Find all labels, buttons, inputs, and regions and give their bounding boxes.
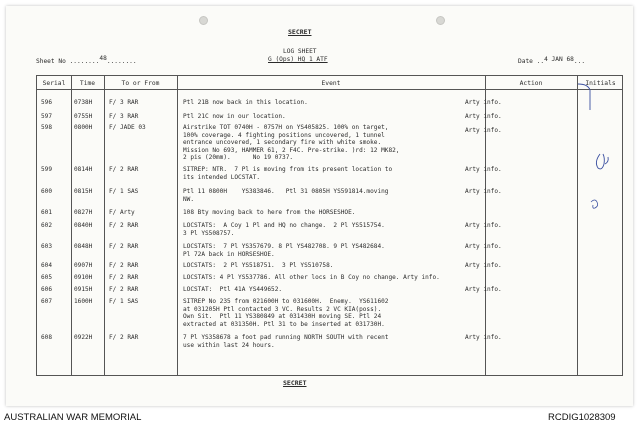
row-serial: 603 bbox=[41, 243, 53, 250]
row-action: Arty info. bbox=[465, 286, 502, 293]
row-event-line: Ptl 11 0800H YS383846. Ptl 31 0805H YS591814.moving bbox=[183, 188, 389, 195]
row-event-line: at 031205H Ptl contacted 3 VC. Results 2 VC KIA(poss). bbox=[183, 305, 382, 313]
row-serial: 604 bbox=[41, 262, 53, 269]
log-sheet-paper bbox=[6, 6, 633, 406]
row-action: Arty info. bbox=[465, 243, 502, 250]
row-time: 0800H bbox=[74, 124, 93, 131]
row-event-line: Own Sit. Ptl 11 YS380849 at 031430H moving SE. Ptl 24 bbox=[183, 313, 382, 321]
log-title: LOG SHEET bbox=[283, 48, 317, 55]
row-event-line: NW. bbox=[183, 195, 195, 203]
col-initials-header: Initials bbox=[585, 80, 616, 87]
secret-heading-bottom: SECRET bbox=[283, 379, 307, 387]
row-action: Arty info. bbox=[465, 334, 502, 341]
col-tofrom-header: To or From bbox=[121, 80, 160, 87]
log-unit: G (Ops) HQ 1 ATF bbox=[268, 56, 328, 63]
row-time: 0915H bbox=[74, 286, 93, 293]
row-event-line: Ptl 21B now back in this location. bbox=[183, 99, 308, 106]
col-time-header: Time bbox=[79, 80, 96, 87]
col-action-header: Action bbox=[519, 80, 543, 87]
row-to-from: F/ 2 RAR bbox=[109, 334, 139, 341]
row-serial: 600 bbox=[41, 188, 53, 195]
sheet-label: Sheet No bbox=[36, 58, 66, 65]
row-time: 1600H bbox=[74, 298, 93, 305]
row-action: Arty info. bbox=[465, 127, 502, 134]
row-event-line: 108 Bty moving back to here from the HORSESHOE. bbox=[183, 209, 356, 216]
row-event-line: Airstrike TOT 0740H - 0757H on YS405825. 100% on target, bbox=[183, 124, 389, 131]
row-to-from: F/ 2 RAR bbox=[109, 262, 139, 269]
row-event-line: Pl 72A back in HORSESHOE. bbox=[183, 250, 275, 258]
row-serial: 601 bbox=[41, 209, 53, 216]
row-to-from: F/ 3 RAR bbox=[109, 99, 139, 106]
row-event-line: 100% coverage. 4 fighting positions uncovered, 1 tunnel bbox=[183, 131, 385, 139]
row-to-from: F/ 2 RAR bbox=[109, 243, 139, 250]
sheet-number: Sheet No ........48........ bbox=[36, 55, 137, 65]
date-label: Date bbox=[518, 58, 533, 65]
row-time: 0840H bbox=[74, 222, 93, 229]
row-event-line: its intended LOCSTAT. bbox=[183, 173, 261, 181]
row-time: 0815H bbox=[74, 188, 93, 195]
row-serial: 597 bbox=[41, 113, 53, 120]
handwritten-initials bbox=[6, 6, 633, 406]
row-serial: 605 bbox=[41, 274, 53, 281]
row-event-line: 3 Pl YS508757. bbox=[183, 229, 235, 237]
row-to-from: F/ 1 SAS bbox=[109, 188, 139, 195]
col-event-header: Event bbox=[321, 80, 341, 87]
row-event-line: LOCSTATS: 7 Pl YS357679. 8 Pl YS482708. 9 Pl YS482684. bbox=[183, 243, 385, 250]
row-event-line: Mission No 693, HAMMER 61, 2 F4C. Pre-strike. )rd: 12 MK82, bbox=[183, 146, 400, 154]
row-time: 0738H bbox=[74, 99, 93, 106]
row-event-line: LOCSTATS: 2 Pl YS518751. 3 Pl YS510758. bbox=[183, 262, 334, 269]
row-event-line: extracted at 031350H. Ptl 31 to be inserted at 031730H. bbox=[183, 320, 385, 328]
row-action: Arty info. bbox=[465, 188, 502, 195]
row-serial: 599 bbox=[41, 166, 53, 173]
footer-credit: AUSTRALIAN WAR MEMORIAL bbox=[4, 412, 142, 423]
row-serial: 596 bbox=[41, 99, 53, 106]
date-field: Date ..4 JAN 68... bbox=[518, 56, 586, 65]
row-event-line: LOCSTAT: Ptl 41A YS449652. bbox=[183, 286, 283, 293]
row-serial: 602 bbox=[41, 222, 53, 229]
row-event-line: Ptl 21C now in our location. bbox=[183, 113, 286, 120]
row-serial: 598 bbox=[41, 124, 53, 131]
row-event-line: LOCSTATS: 4 Pl YS537786. All other locs in B Coy no change. Arty info. bbox=[183, 274, 440, 281]
row-to-from: F/ 2 RAR bbox=[109, 166, 139, 173]
row-to-from: F/ Arty bbox=[109, 209, 135, 216]
row-event-line: LOCSTATS: A Coy 1 Pl and HQ no change. 2 Pl YS515754. bbox=[183, 222, 385, 229]
row-serial: 606 bbox=[41, 286, 53, 293]
row-action: Arty info. bbox=[465, 222, 502, 229]
row-to-from: F/ 2 RAR bbox=[109, 274, 139, 281]
row-event-line: use within last 24 hours. bbox=[183, 341, 275, 349]
row-action: Arty info. bbox=[465, 113, 502, 120]
row-action: Arty info. bbox=[465, 99, 502, 106]
row-time: 0848H bbox=[74, 243, 93, 250]
row-time: 0755H bbox=[74, 113, 93, 120]
row-to-from: F/ 3 RAR bbox=[109, 113, 139, 120]
row-event-line: SITREP: NTR. 7 Pl is moving from its present location to bbox=[183, 166, 393, 173]
row-action: Arty info. bbox=[465, 166, 502, 173]
row-to-from: F/ 1 SAS bbox=[109, 298, 139, 305]
row-serial: 608 bbox=[41, 334, 53, 341]
row-action: Arty info. bbox=[465, 262, 502, 269]
row-time: 0922H bbox=[74, 334, 93, 341]
secret-heading-top: SECRET bbox=[288, 28, 312, 36]
footer-id: RCDIG1028309 bbox=[548, 412, 616, 423]
row-to-from: F/ 2 RAR bbox=[109, 286, 139, 293]
date-value: 4 JAN 68 bbox=[544, 56, 574, 63]
row-time: 0827H bbox=[74, 209, 93, 216]
row-time: 0910H bbox=[74, 274, 93, 281]
col-serial-header: Serial bbox=[42, 80, 66, 87]
row-to-from: F/ 2 RAR bbox=[109, 222, 139, 229]
row-event-line: 7 Pl YS358678 a foot pad running NORTH SOUTH with recent bbox=[183, 334, 389, 341]
row-event-line: SITREP No 235 from 021600H to 031600H. Enemy. YS611602 bbox=[183, 298, 389, 305]
sheet-no-value: 48 bbox=[99, 55, 107, 62]
row-serial: 607 bbox=[41, 298, 53, 305]
row-to-from: F/ JADE 03 bbox=[109, 124, 146, 131]
row-event-line: 2 pis (20mm). No 19 0737. bbox=[183, 154, 294, 162]
row-time: 0814H bbox=[74, 166, 93, 173]
row-time: 0907H bbox=[74, 262, 93, 269]
row-event-line: entrance uncovered, 1 secondary fire with white smoke. bbox=[183, 139, 382, 147]
